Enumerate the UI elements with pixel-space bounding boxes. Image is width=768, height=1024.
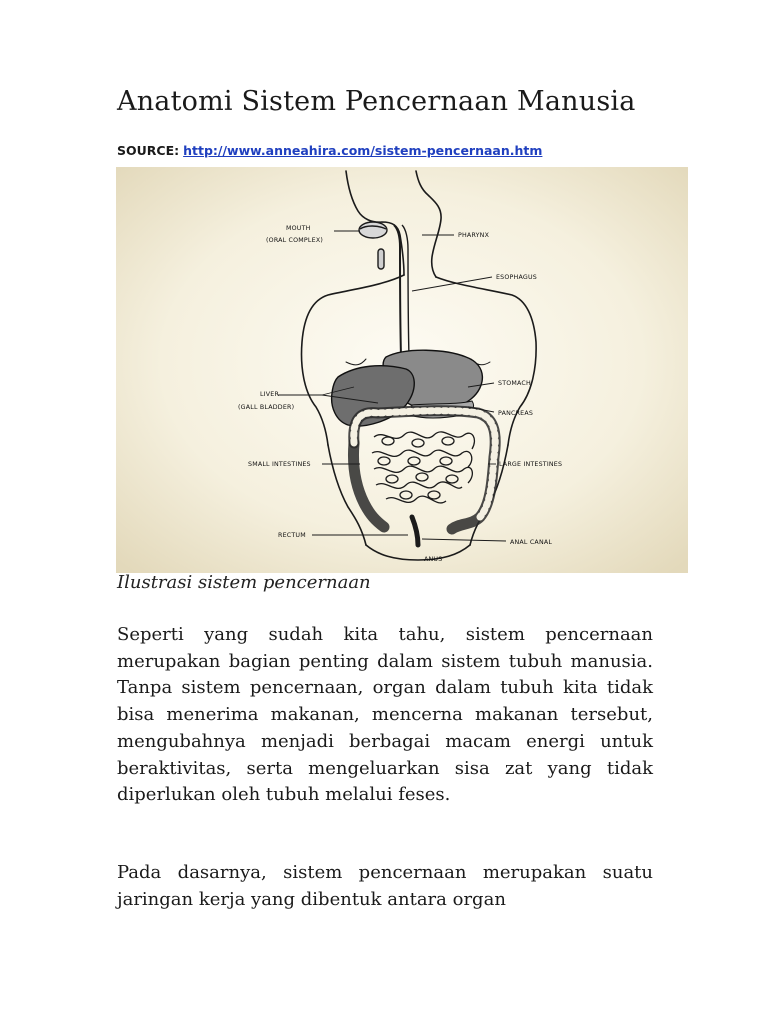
label-oral-complex: (ORAL COMPLEX) xyxy=(266,237,323,244)
label-stomach: STOMACH xyxy=(498,380,531,387)
label-small-intestines: SMALL INTESTINES xyxy=(248,461,311,468)
page-title: Anatomi Sistem Pencernaan Manusia xyxy=(117,86,636,117)
label-rectum: RECTUM xyxy=(278,532,306,539)
source-label: SOURCE: xyxy=(117,143,180,158)
paragraph-1: Seperti yang sudah kita tahu, sistem pencernaan merupakan bagian penting dalam sistem tubuh manusia. Tanpa sistem pencernaan, organ dalam tubuh kita tidak bisa menerima makanan, mencerna makanan tersebut, mengubahnya menjadi berbagai macam energi untuk beraktivitas, serta mengeluarkan sisa zat yang tidak diperlukan oleh tubuh melalui feses. xyxy=(117,624,653,806)
source-line xyxy=(117,143,542,158)
label-esophagus: ESOPHAGUS xyxy=(496,274,537,281)
label-large-intestines: LARGE INTESTINES xyxy=(499,461,563,468)
label-anus: ANUS xyxy=(424,556,443,563)
label-mouth: MOUTH xyxy=(286,225,311,232)
label-gall-bladder: (GALL BLADDER) xyxy=(238,404,295,411)
paragraph-2: Pada dasarnya, sistem pencernaan merupakan suatu jaringan kerja yang dibentuk antara organ xyxy=(117,862,653,910)
label-pancreas: PANCREAS xyxy=(498,410,534,417)
source-link[interactable]: http://www.anneahira.com/sistem-pencernaan.htm xyxy=(183,143,543,158)
figure-caption: Ilustrasi sistem pencernaan xyxy=(117,572,371,593)
label-anal-canal: ANAL CANAL xyxy=(510,539,553,546)
label-pharynx: PHARYNX xyxy=(458,232,490,239)
label-liver: LIVER xyxy=(260,391,280,398)
digestive-system-illustration xyxy=(116,167,688,573)
